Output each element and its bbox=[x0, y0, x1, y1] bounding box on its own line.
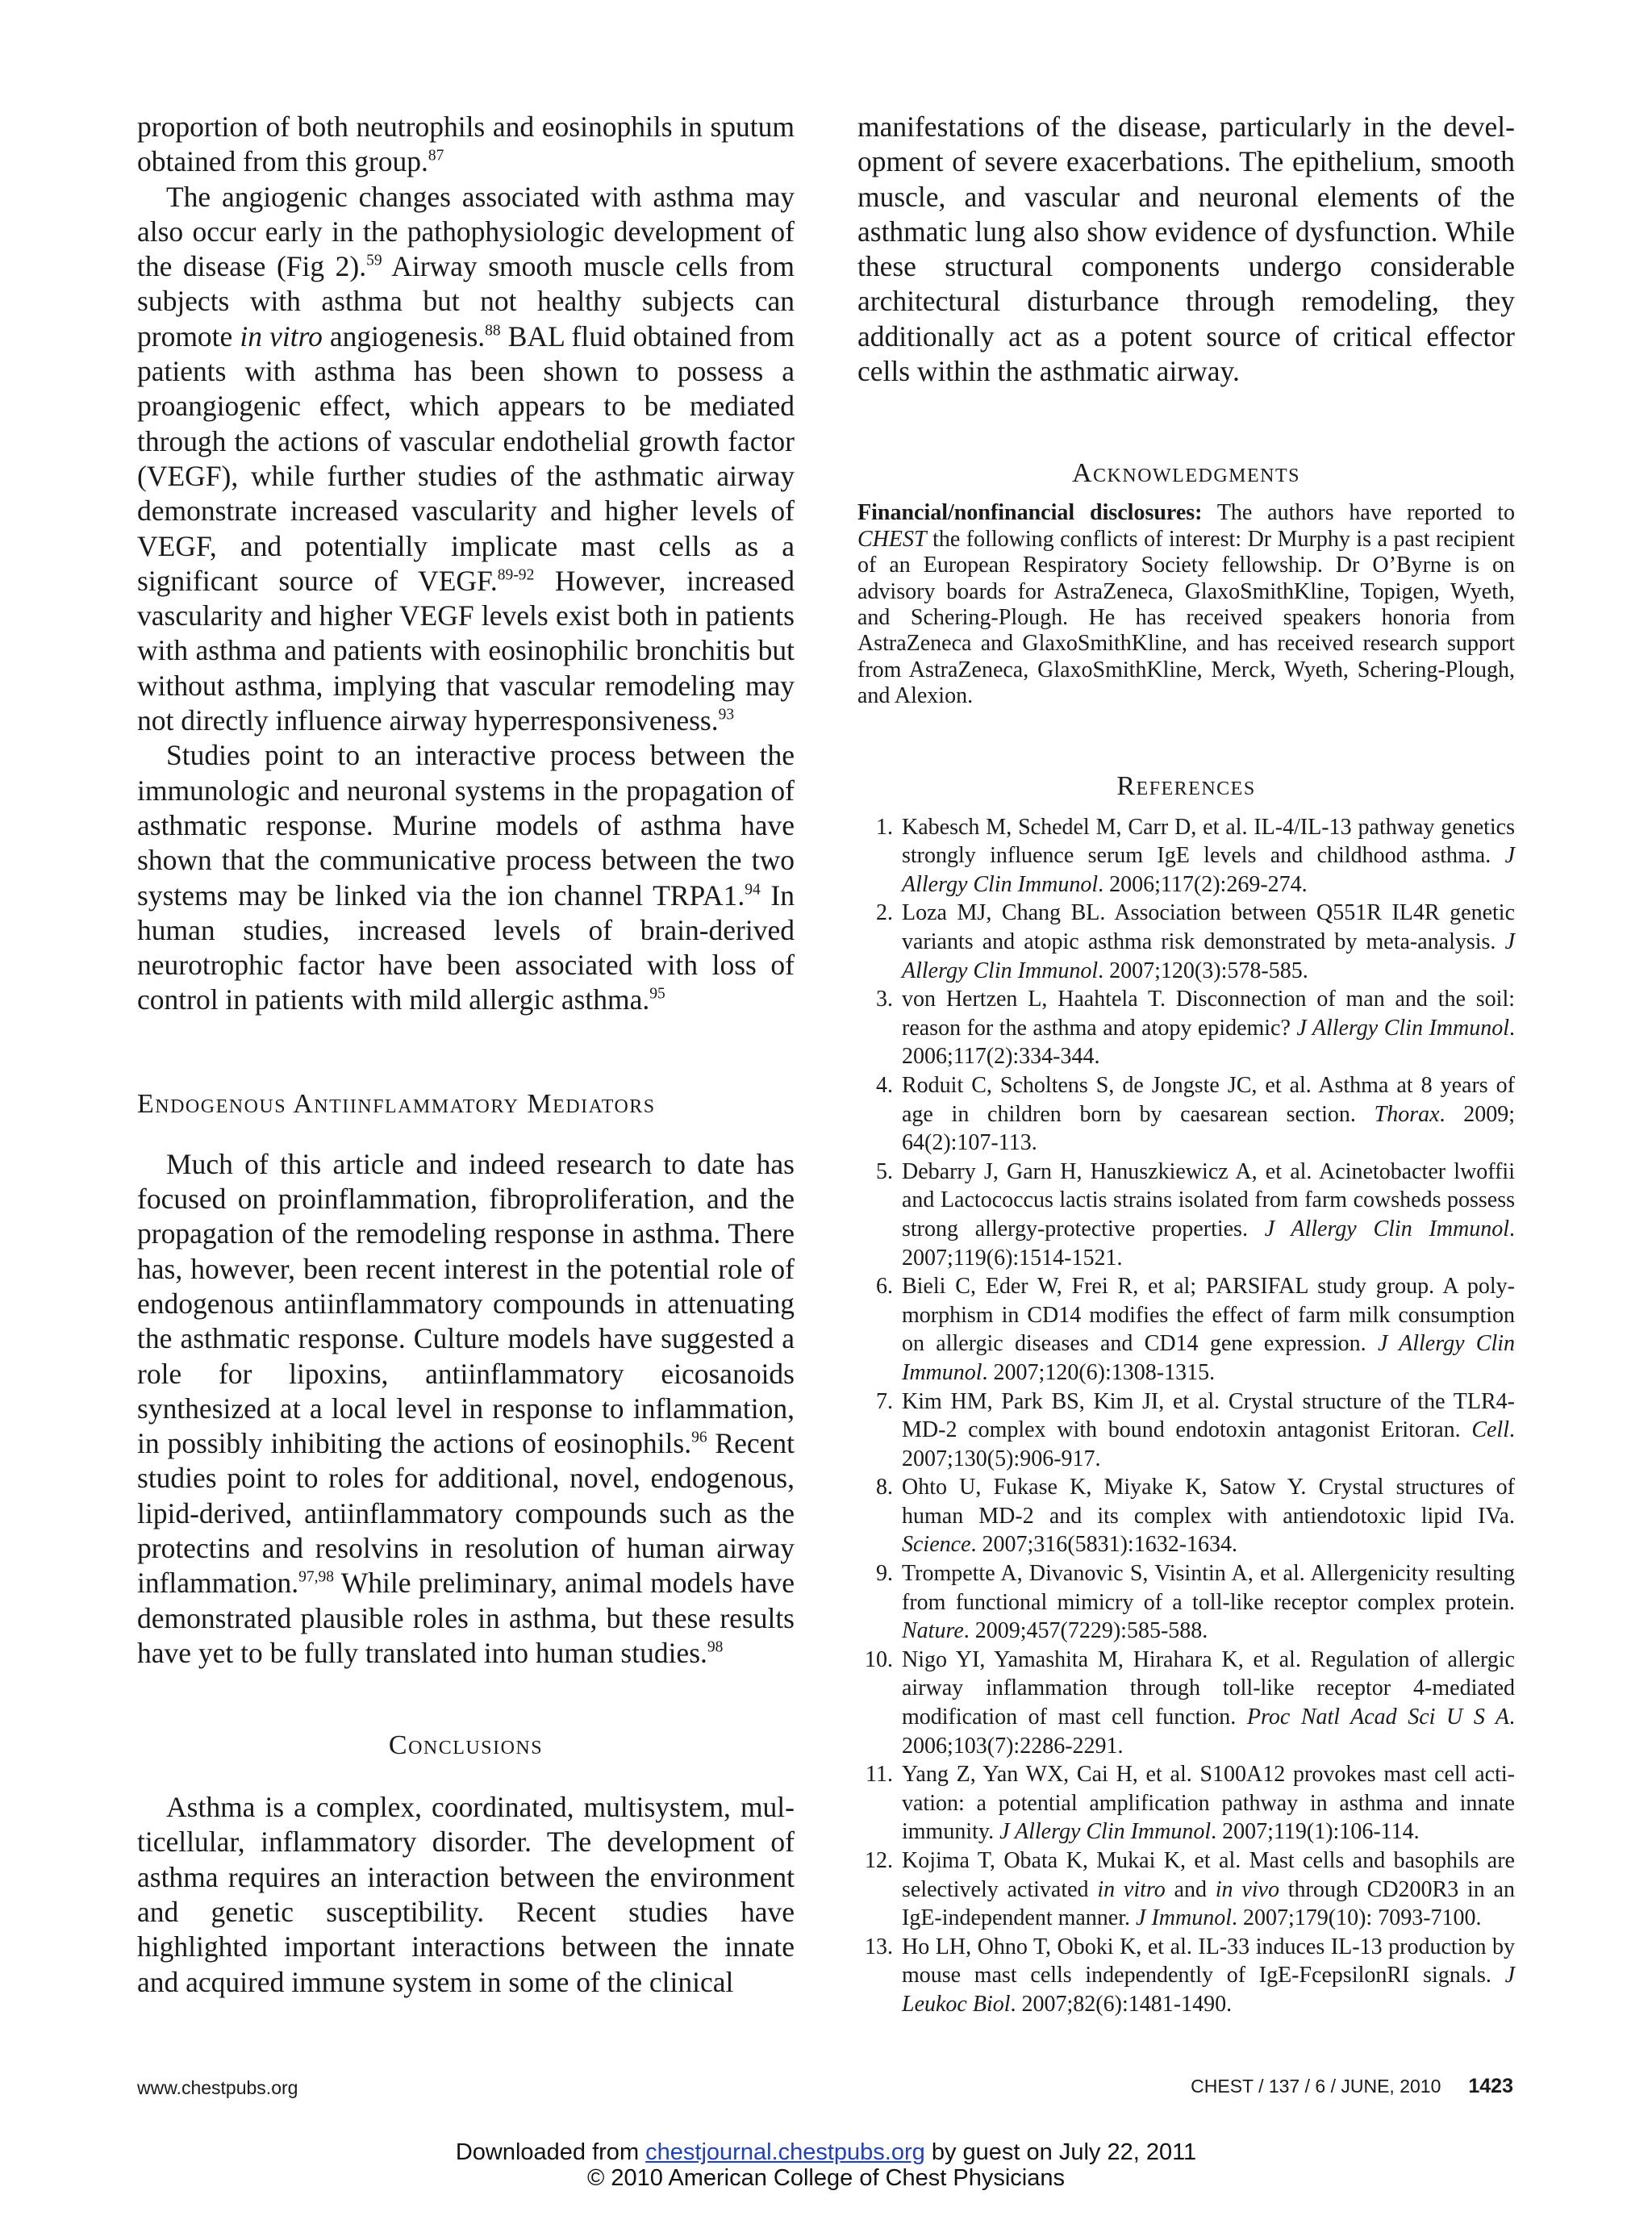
reference-number: 7. bbox=[876, 1388, 893, 1414]
paragraph-neuronal: Studies point to an interactive process between the immunologic and neuronal systems in the propagation of asthmatic response. Murine models of asthma have shown that the communicative process between the two systems may be linked via the ion channel TRPA1.94 In human studies, increased levels of brain-derived neurotrophic factor have been associated with loss of control in patients with mild allergic asthma.$^{95}$ bbox=[137, 739, 795, 1016]
reference-item: 12. Kojima T, Obata K, Mukai K, et al. Mast cells and basophils are selectively activated in vitro and in vivo through CD200R3 in an IgE-independent manner. J Immunol. 2007;179(10): 7093-7100. bbox=[857, 1847, 1515, 1933]
reference-item: 3. von Hertzen L, Haahtela T. Disconnection of man and the soil: reason for the asthma and atopy epidemic? J Allergy Clin Immunol. 2006;117(2):334-344. bbox=[857, 985, 1515, 1071]
reference-item: 2. Loza MJ, Chang BL. Association between Q551R IL4R genetic variants and atopic asthma risk demonstrated by meta-analysis. J Allergy Clin Immunol. 2007;120(3):578-585. bbox=[857, 899, 1515, 985]
reference-item: 4. Roduit C, Scholtens S, de Jongste JC, et al. Asthma at 8 years of age in children born by caesarean section. Thorax. 2009; 64(2):107-113. bbox=[857, 1071, 1515, 1158]
reference-number: 12. bbox=[865, 1848, 893, 1873]
reference-item: 8. Ohto U, Fukase K, Miyake K, Satow Y. Crystal structures of human MD-2 and its complex with antiendotoxic lipid IVa. Science. 2007;316(5831):1632-1634. bbox=[857, 1473, 1515, 1559]
reference-item: 10. Nigo YI, Yamashita M, Hirahara K, et al. Regulation of allergic airway inflammation through toll-like receptor 4-mediated modification of mast cell function. Proc Natl Acad Sci U S A. 2006;103(7):2286-2291. bbox=[857, 1646, 1515, 1760]
reference-number: 4. bbox=[876, 1072, 893, 1098]
page-number: 1423 bbox=[1468, 2075, 1513, 2097]
reference-number: 8. bbox=[876, 1475, 893, 1500]
reference-number: 2. bbox=[876, 900, 893, 926]
right-column bbox=[857, 110, 1515, 2019]
disclosures-text: Financial/nonfinancial disclosures: The authors have reported to CHEST the following conflicts of interest: Dr Murphy is a past recipient of an European Respiratory Society fellowship. Dr O’Byrne is on advisory boards for AstraZeneca, GlaxoSmithKline, Topigen, Wyeth, and Schering-Plough. He has received speakers honoria from AstraZeneca and GlaxoSmithKline, and has received research support from AstraZeneca, GlaxoSmithKline, Merck, Wyeth, Schering-Plough, and Alexion. bbox=[857, 500, 1515, 709]
reference-list bbox=[857, 813, 1515, 2019]
reference-item: 6. Bieli C, Eder W, Frei R, et al; PARSIFAL study group. A polymorphism in CD14 modifies the effect of farm milk consumption on allergic diseases and CD14 gene expression. J Allergy Clin Immunol. 2007;120(6):1308-1315. bbox=[857, 1272, 1515, 1387]
paragraph-mediators: Much of this article and indeed research to date has focused on proinflammation, fibroproliferation, and the propagation of the remodeling response in asthma. There has, however, been recent interest in the potential role of endogenous antiinflammatory compounds in attenuating the asthmatic response. Culture models have suggested a role for lipoxins, antiinflammatory eicosanoids synthesized at a local level in response to inflammation, in possibly inhibiting the actions of eosinophils.$^{96}$ Recent studies point to roles for additional, novel, endogenous, lipid-derived, antiinflammatory compounds such as the protectins and resolvins in resolution of human airway inflammation.$^{97,98}$ While preliminary, animal models have demonstrated plausible roles in asthma, but these results have yet to be fully translated into human studies.$^{98}$ bbox=[137, 1147, 795, 1669]
reference-item: 5. Debarry J, Garn H, Hanuszkiewicz A, et al. Acinetobacter lwoffii and Lactococcus lactis strains isolated from farm cowsheds possess strong allergy-protective properties. J Allergy Clin Immunol. 2007;119(6):1514-1521. bbox=[857, 1158, 1515, 1272]
copyright-notice: © 2010 American College of Chest Physicians bbox=[586, 2165, 1065, 2191]
reference-number: 13. bbox=[865, 1934, 893, 1959]
section-heading-acknowledgments: Acknowledgments bbox=[1071, 458, 1301, 489]
paragraph-continued: proportion of both neutrophils and eosinophils in sputum obtained from this group.$^{87}$ bbox=[137, 111, 795, 178]
journal-website[interactable]: www.chestpubs.org bbox=[137, 2077, 298, 2098]
journal-issue-info: CHEST / 137 / 6 / JUNE, 2010 1423 bbox=[1191, 2075, 1513, 2097]
section-heading-mediators: Endogenous Antiinflammatory Mediators bbox=[137, 1088, 656, 1119]
reference-item: 9. Trompette A, Divanovic S, Visintin A, et al. Allergenicity resulting from functional mimicry of a toll-like receptor complex protein. Nature. 2009;457(7229):585-588. bbox=[857, 1559, 1515, 1646]
paragraph-conclusions-continued: manifestations of the disease, particularly in the development of severe exacerbations. The epithelium, smooth muscle, and vascular and neuronal elements of the asthmatic lung also show evidence of dysfunction. While these structural components undergo considerable architectural disturbance through remodeling, they additionally act as a potent source of critical effector cells within the asthmatic airway. bbox=[857, 111, 1515, 388]
reference-number: 1. bbox=[876, 814, 893, 840]
reference-item: 1. Kabesch M, Schedel M, Carr D, et al. IL-4/IL-13 pathway genetics strongly influence serum IgE levels and childhood asthma. J Allergy Clin Immunol. 2006;117(2):269-274. bbox=[857, 813, 1515, 899]
left-column bbox=[137, 110, 795, 2000]
paragraph-conclusions: Asthma is a complex, coordinated, multisystem, multicellular, inflammatory disorder. The development of asthma requires an interaction between the environment and genetic susceptibility. Recent studies have highlighted important interactions between the innate and acquired immune system in some of the clinical bbox=[137, 1791, 795, 1998]
reference-number: 11. bbox=[866, 1762, 893, 1788]
reference-item: 13. Ho LH, Ohno T, Oboki K, et al. IL-33 induces IL-13 production by mouse mast cells independently of IgE-FcepsilonRI signals. J Leukoc Biol. 2007;82(6):1481-1490. bbox=[857, 1933, 1515, 2019]
reference-number: 6. bbox=[876, 1274, 893, 1300]
reference-number: 3. bbox=[876, 987, 893, 1012]
download-notice: Downloaded from chestjournal.chestpubs.org by guest on July 22, 2011 © 2010 American College of Chest Physicians bbox=[0, 2139, 1652, 2191]
section-heading-conclusions: Conclusions bbox=[388, 1730, 544, 1761]
download-link[interactable]: chestjournal.chestpubs.org bbox=[645, 2139, 925, 2165]
reference-number: 9. bbox=[876, 1561, 893, 1587]
paragraph-angiogenic: The angiogenic changes associated with asthma may also occur early in the pathophysiologic development of the disease (Fig 2).$^{59}$ Airway smooth muscle cells from subjects with asthma but not healthy subjects can promote in vitro angiogenesis.$^{88}$ BAL fluid obtained from patients with asthma has been shown to possess a proangiogenic effect, which appears to be mediated through the actions of vascular endothelial growth factor (VEGF), while further studies of the asthmatic airway demonstrate increased vascularity and higher levels of VEGF, and potentially implicate mast cells as a significant source of VEGF.$^{89-92}$ However, increased vascularity and higher VEGF levels exist both in patients with asthma and patients with eosinophilic bronchitis but without asthma, implying that vascular remodeling may not directly influence airway hyperresponsiveness.$^{93}$ bbox=[137, 180, 795, 737]
reference-item: 11. Yang Z, Yan WX, Cai H, et al. S100A12 provokes mast cell activation: a potential amplification pathway in asthma and innate immunity. J Allergy Clin Immunol. 2007;119(1):106-114. bbox=[857, 1760, 1515, 1847]
reference-item: 7. Kim HM, Park BS, Kim JI, et al. Crystal structure of the TLR4-MD-2 complex with bound endotoxin antagonist Eritoran. Cell. 2007;130(5):906-917. bbox=[857, 1388, 1515, 1474]
reference-number: 5. bbox=[876, 1158, 893, 1184]
reference-number: 10. bbox=[865, 1646, 893, 1672]
section-heading-references: References bbox=[1116, 770, 1256, 801]
